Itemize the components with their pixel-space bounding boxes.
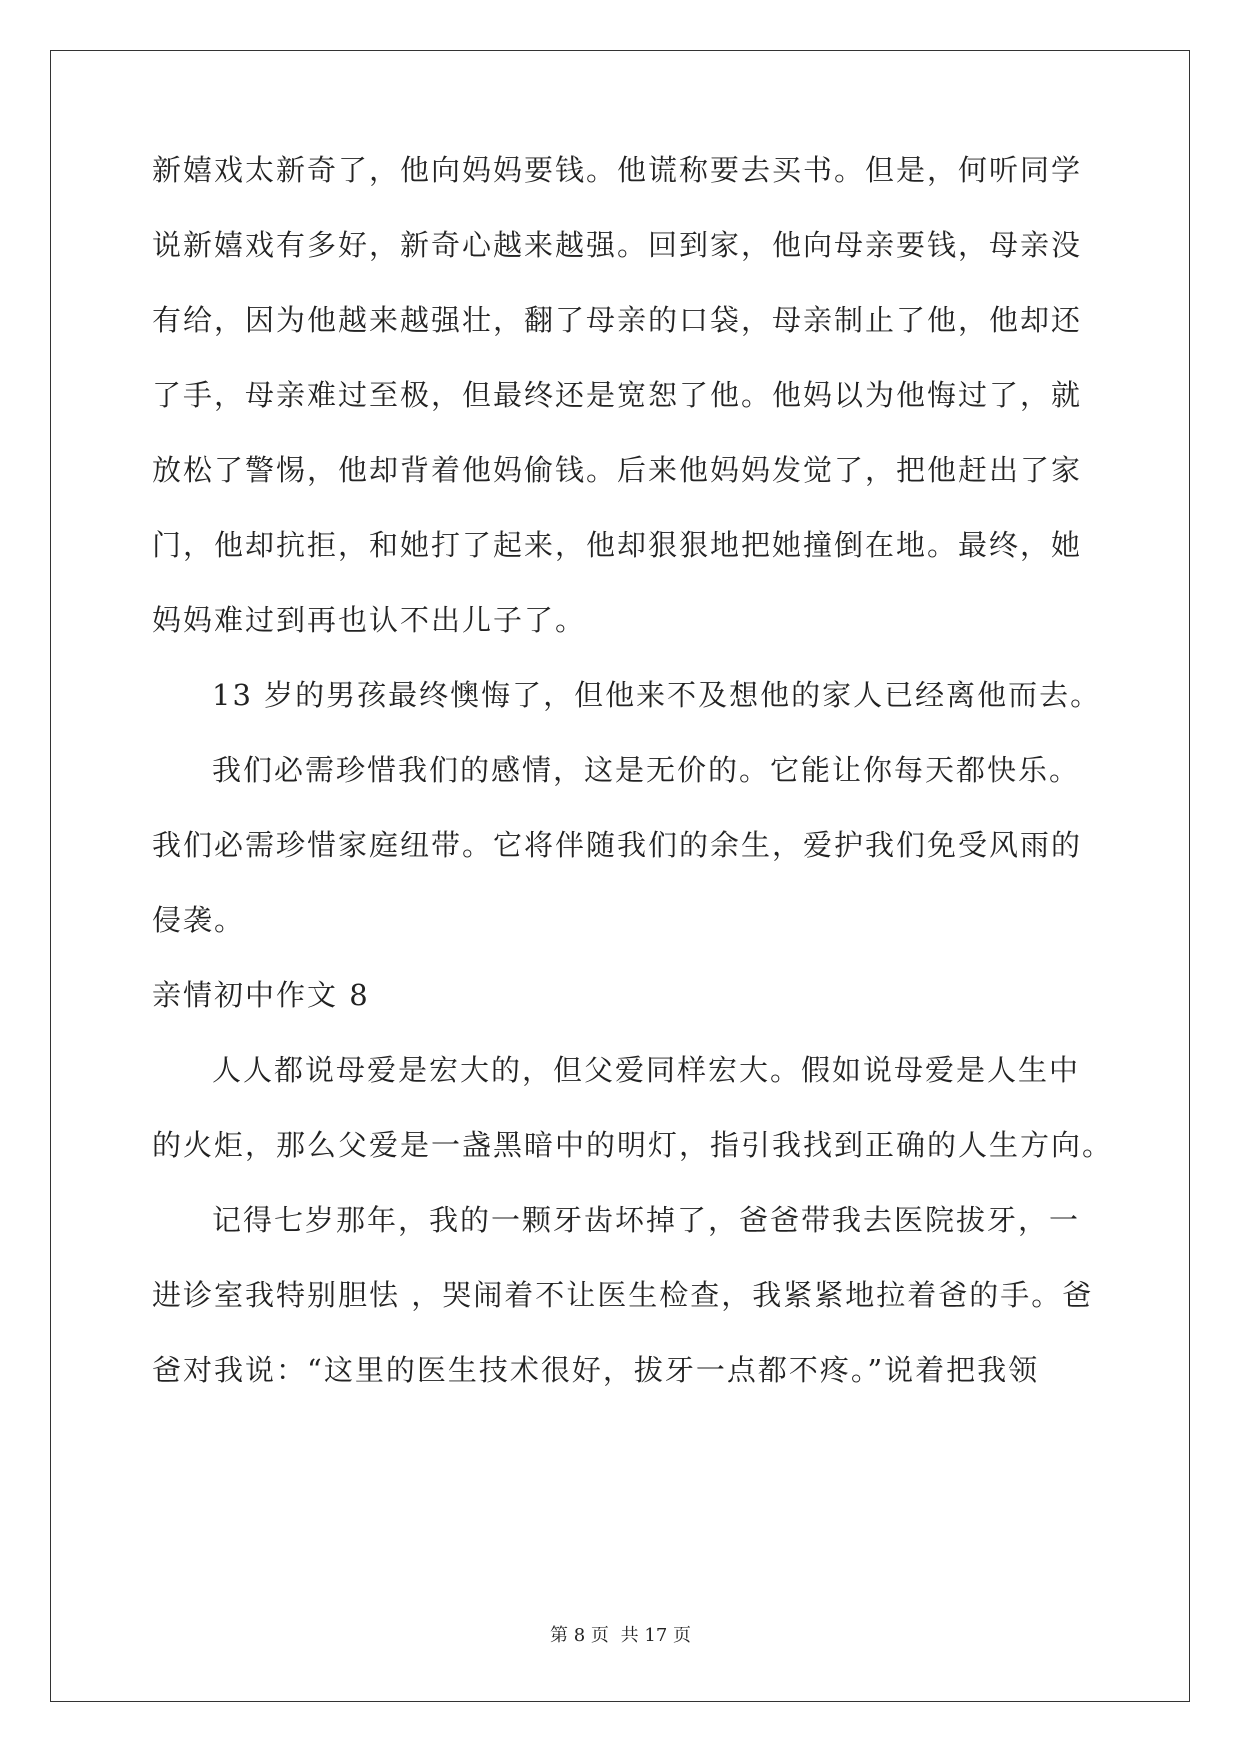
text-line: 门，他却抗拒，和她打了起来，他却狠狠地把她撞倒在地。最终，她 [152, 528, 1083, 562]
page-total: 共 17 页 [620, 1625, 691, 1646]
text-line: 了手，母亲难过至极，但最终还是宽恕了他。他妈以为他悔过了，就 [152, 378, 1083, 412]
text-line: 妈妈难过到再也认不出儿子了。 [152, 603, 587, 637]
text-line: 爸对我说：“这里的医生技术很好，拔牙一点都不疼。”说着把我领 [152, 1353, 1040, 1387]
text-line: 新嬉戏太新奇了，他向妈妈要钱。他谎称要去买书。但是，何听同学 [152, 153, 1083, 187]
text-line: 我们必需珍惜我们的感情，这是无价的。它能让你每天都快乐。 [212, 753, 1081, 787]
text-line: 13 岁的男孩最终懊悔了，但他来不及想他的家人已经离他而去。 [212, 678, 1102, 712]
text-line: 说新嬉戏有多好，新奇心越来越强。回到家，他向母亲要钱，母亲没 [152, 228, 1083, 262]
text-line: 放松了警惕，他却背着他妈偷钱。后来他妈妈发觉了，把他赶出了家 [152, 453, 1083, 487]
text-line: 进诊室我特别胆怯 ，哭闹着不让医生检查，我紧紧地拉着爸的手。爸 [152, 1278, 1094, 1312]
text-line: 侵袭。 [152, 903, 246, 937]
page-footer [0, 1624, 1241, 1648]
text-line: 的火炬，那么父爱是一盏黑暗中的明灯，指引我找到正确的人生方向。 [152, 1128, 1114, 1162]
text-line: 有给，因为他越来越强壮，翻了母亲的口袋，母亲制止了他，他却还 [152, 303, 1083, 337]
text-line: 人人都说母爱是宏大的，但父爱同样宏大。假如说母爱是人生中 [212, 1053, 1081, 1087]
page-number: 第 8 页 [550, 1625, 609, 1646]
page-border [50, 50, 1190, 1702]
section-heading: 亲情初中作文 8 [152, 978, 370, 1012]
text-line: 我们必需珍惜家庭纽带。它将伴随我们的余生，爱护我们免受风雨的 [152, 828, 1083, 862]
text-line: 记得七岁那年，我的一颗牙齿坏掉了，爸爸带我去医院拔牙，一 [212, 1203, 1081, 1237]
